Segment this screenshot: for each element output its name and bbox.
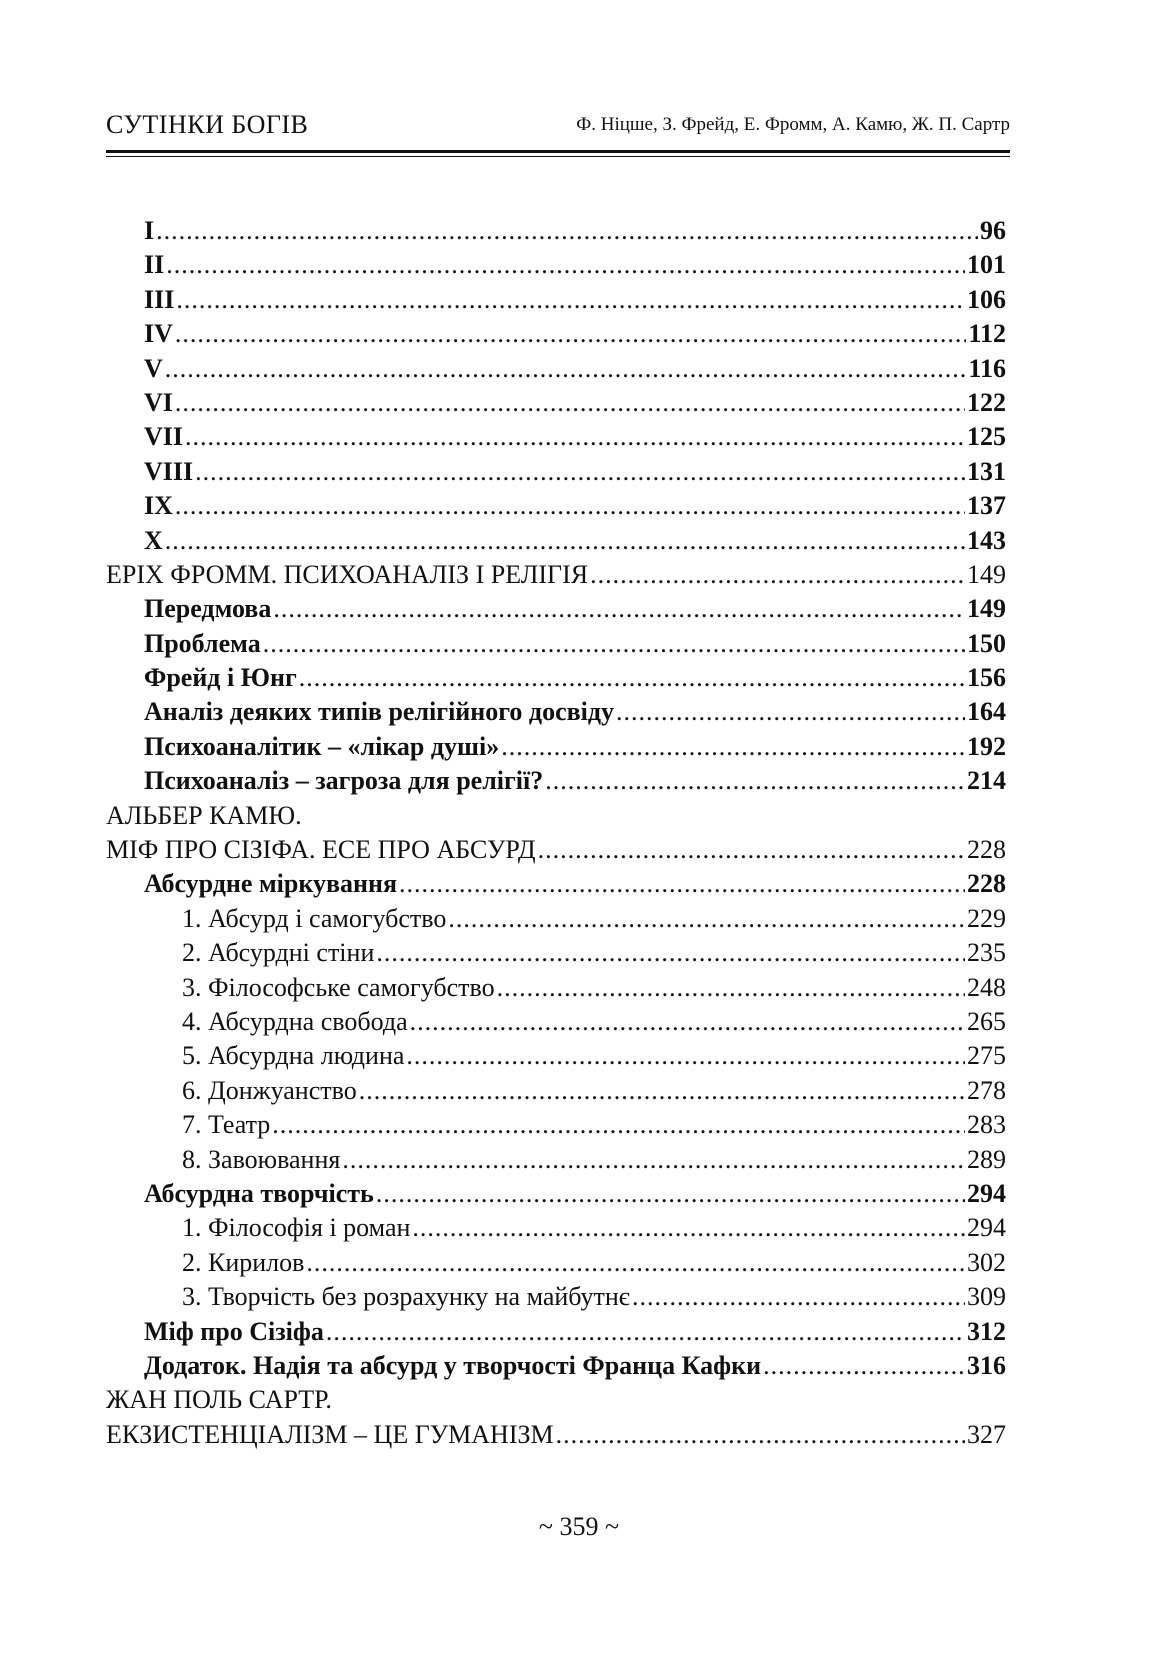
toc-entry-page: 125 (967, 422, 1006, 452)
toc-leader-dots (376, 936, 965, 970)
toc-leader-dots (175, 317, 967, 351)
toc-entry (106, 1349, 1006, 1383)
toc-entry (106, 386, 1006, 420)
toc-entry-title: Передмова (144, 594, 272, 624)
toc-entry (106, 248, 1006, 282)
toc-leader-dots (166, 248, 965, 282)
toc-entry-page: 235 (967, 938, 1006, 968)
toc-entry-page: 229 (967, 903, 1006, 933)
toc-leader-dots (406, 1039, 965, 1073)
toc-entry-title: 7. Театр (182, 1110, 271, 1140)
toc-entry-title: V (144, 353, 163, 383)
toc-entry-page: 312 (967, 1316, 1006, 1346)
toc-entry-page: 214 (967, 766, 1006, 796)
toc-entry-page: 228 (967, 869, 1006, 899)
toc-leader-dots (497, 971, 965, 1005)
toc-entry (106, 1074, 1006, 1108)
toc-entry (106, 971, 1006, 1005)
toc-entry-page: 137 (967, 491, 1006, 521)
toc-entry (106, 764, 1006, 798)
toc-leader-dots (399, 867, 965, 901)
toc-entry (106, 455, 1006, 489)
toc-entry-title: 3. Творчість без розрахунку на майбутнє (182, 1282, 630, 1312)
toc-entry-title: VII (144, 422, 184, 452)
toc-entry (106, 1246, 1006, 1280)
toc-entry-page: 289 (967, 1144, 1006, 1174)
toc-leader-dots (632, 1280, 965, 1314)
toc-leader-dots (273, 592, 965, 626)
toc-entry (106, 799, 1006, 833)
toc-entry (106, 661, 1006, 695)
toc-entry-page: 327 (967, 1419, 1006, 1449)
toc-entry (106, 833, 1006, 867)
toc-leader-dots (306, 1246, 965, 1280)
page-number: ~ 359 ~ (538, 1512, 620, 1541)
toc-entry-page: 228 (967, 835, 1006, 865)
toc-entry-title: X (144, 525, 163, 555)
toc-leader-dots (165, 524, 965, 558)
toc-entry-title: Аналіз деяких типів релігійного досвіду (144, 697, 615, 727)
toc-leader-dots (342, 1143, 965, 1177)
toc-entry (106, 902, 1006, 936)
toc-leader-dots (376, 1177, 965, 1211)
toc-entry-page: 192 (967, 731, 1006, 761)
toc-leader-dots (195, 455, 965, 489)
toc-leader-dots (616, 695, 965, 729)
toc-entry-title: АЛЬБЕР КАМЮ. (106, 800, 302, 830)
toc-entry-page: 275 (967, 1041, 1006, 1071)
toc-entry-page: 156 (967, 663, 1006, 693)
toc-entry-title: 3. Філософське самогубство (182, 972, 495, 1002)
toc-leader-dots (501, 730, 965, 764)
toc-entry-page: 149 (967, 559, 1006, 589)
toc-entry-title: 5. Абсурдна людина (182, 1041, 405, 1071)
toc-entry-title: IX (144, 491, 173, 521)
toc-leader-dots (412, 1211, 965, 1245)
toc-entry-page: 106 (967, 284, 1006, 314)
toc-entry (106, 1143, 1006, 1177)
toc-entry-page: 96 (980, 216, 1006, 245)
toc-entry-title: 1. Абсурд і самогубство (182, 903, 447, 933)
toc-entry-page: 309 (967, 1282, 1006, 1312)
toc-leader-dots (175, 489, 965, 523)
toc-entry-page: 112 (968, 319, 1006, 349)
toc-entry (106, 489, 1006, 523)
toc-leader-dots (263, 627, 965, 661)
toc-entry (106, 1280, 1006, 1314)
authors-line: Ф. Ніцше, З. Фрейд, Е. Фромм, А. Камю, Ж. П. Сартр (576, 114, 1010, 135)
toc-leader-dots (448, 902, 965, 936)
toc-entry (106, 730, 1006, 764)
toc-entry-page: 122 (967, 387, 1006, 417)
toc-entry-title: ЕРІХ ФРОММ. ПСИХОАНАЛІЗ І РЕЛІГІЯ (106, 559, 589, 589)
toc-entry-title: 6. Донжуанство (182, 1075, 357, 1105)
toc-entry-title: VI (144, 387, 173, 417)
toc-entry-page: 294 (967, 1178, 1006, 1208)
toc-entry (106, 352, 1006, 386)
toc-entry-title: Психоаналітик – «лікар душі» (144, 731, 500, 761)
toc-entry-title: Фрейд і Юнг (144, 663, 297, 693)
toc-entry-page: 149 (967, 594, 1006, 624)
toc-entry-page: 302 (967, 1247, 1006, 1277)
toc-entry (106, 317, 1006, 351)
toc-entry-title: II (144, 250, 165, 280)
toc-entry (106, 695, 1006, 729)
toc-entry-title: ЖАН ПОЛЬ САРТР. (106, 1385, 332, 1415)
toc-entry-title: 8. Завоювання (182, 1144, 341, 1174)
toc-leader-dots (185, 420, 965, 454)
toc-entry (106, 1315, 1006, 1349)
toc-entry (106, 1108, 1006, 1142)
toc-entry (106, 420, 1006, 454)
toc-leader-dots (410, 1005, 965, 1039)
toc-entry (106, 214, 1006, 248)
toc-entry-title: Міф про Сізіфа (144, 1316, 324, 1346)
toc-entry-page: 316 (967, 1350, 1006, 1380)
toc-entry-title: VIII (144, 456, 194, 486)
toc-entry-title: I (144, 216, 155, 245)
toc-entry-title: Психоаналіз – загроза для релігії? (144, 766, 544, 796)
toc-entry-title: 4. Абсурдна свобода (182, 1006, 408, 1036)
toc-leader-dots (326, 1315, 965, 1349)
toc-leader-dots (763, 1349, 965, 1383)
toc-entry (106, 867, 1006, 901)
toc-leader-dots (538, 833, 965, 867)
header-rule-thick (106, 150, 1010, 153)
toc-entry-title: IV (144, 319, 173, 349)
toc-entry-title: Абсурдна творчість (144, 1178, 374, 1208)
toc-entry-page: 101 (967, 250, 1006, 280)
toc-entry-title: Абсурдне міркування (144, 869, 398, 899)
toc-entry (106, 1177, 1006, 1211)
toc-entry-title: Додаток. Надія та абсурд у творчості Франца Кафки (144, 1350, 762, 1380)
header-rule-thin (106, 156, 1010, 157)
toc-entry-page: 150 (967, 628, 1006, 658)
toc-entry-title: III (144, 284, 175, 314)
toc-entry-page: 143 (967, 525, 1006, 555)
toc-leader-dots (176, 283, 965, 317)
toc-entry-title: Проблема (144, 628, 261, 658)
toc-entry-page: 116 (968, 353, 1006, 383)
toc-entry-title: 2. Абсурдні стіни (182, 938, 375, 968)
running-header (106, 110, 1010, 150)
toc-leader-dots (545, 764, 965, 798)
toc-entry-page: 283 (967, 1110, 1006, 1140)
toc-leader-dots (156, 214, 978, 248)
toc-entry-page: 278 (967, 1075, 1006, 1105)
toc-entry-title: ЕКЗИСТЕНЦІАЛІЗМ – ЦЕ ГУМАНІЗМ (106, 1419, 554, 1449)
toc-entry-page: 294 (967, 1213, 1006, 1243)
toc-entry (106, 1005, 1006, 1039)
toc-leader-dots (299, 661, 965, 695)
toc-entry (106, 1211, 1006, 1245)
toc-entry (106, 627, 1006, 661)
toc-entry (106, 1039, 1006, 1073)
toc-leader-dots (165, 352, 967, 386)
toc-entry (106, 1383, 1006, 1417)
toc-entry-page: 164 (967, 697, 1006, 727)
toc-entry (106, 936, 1006, 970)
toc-leader-dots (359, 1074, 965, 1108)
table-of-contents (106, 214, 1006, 1452)
toc-entry (106, 558, 1006, 592)
toc-entry (106, 592, 1006, 626)
toc-entry-title: МІФ ПРО СІЗІФА. ЕСЕ ПРО АБСУРД (106, 835, 536, 865)
toc-entry-title: 1. Філософія і роман (182, 1213, 411, 1243)
toc-leader-dots (272, 1108, 965, 1142)
toc-leader-dots (590, 558, 965, 592)
toc-entry (106, 524, 1006, 558)
toc-entry-page: 265 (967, 1006, 1006, 1036)
toc-entry (106, 1418, 1006, 1452)
toc-entry-page: 131 (967, 456, 1006, 486)
toc-entry-title: 2. Кирилов (182, 1247, 305, 1277)
toc-entry (106, 283, 1006, 317)
toc-leader-dots (175, 386, 965, 420)
book-title: СУТІНКИ БОГІВ (106, 110, 309, 139)
toc-leader-dots (556, 1418, 965, 1452)
toc-entry-page: 248 (967, 972, 1006, 1002)
